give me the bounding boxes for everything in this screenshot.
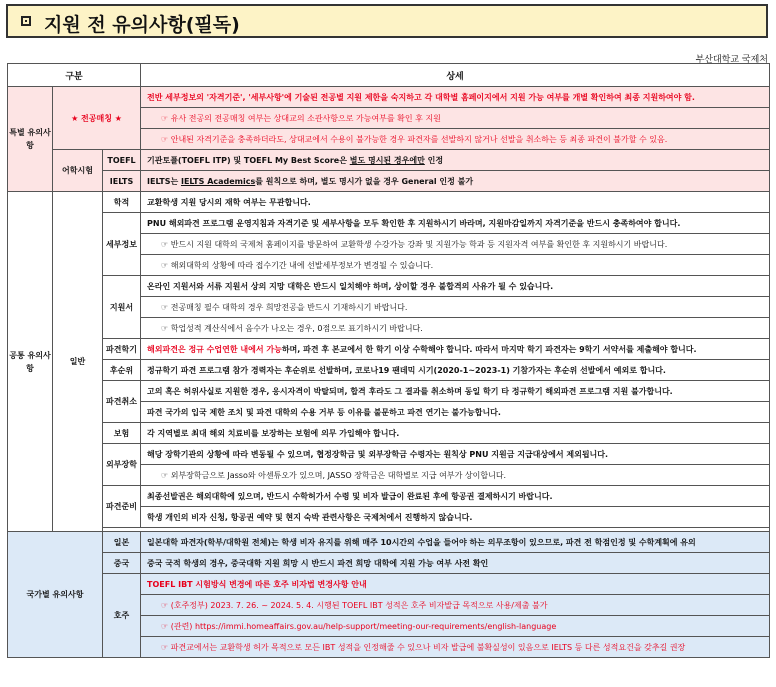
detail-info-label: 세부정보 (103, 213, 141, 276)
low-priority-label: 후순위 (103, 360, 141, 381)
detail-info-text: PNU 해외파견 프로그램 운영지침과 자격기준 및 세부사항을 모두 확인한 후 지원하시기 바라며, 지원마감일까지 자격기준을 반드시 충족하여야 합니다. (141, 213, 770, 234)
academic-status-label: 학적 (103, 192, 141, 213)
table-row (8, 192, 770, 213)
australia-label: 호주 (103, 574, 141, 658)
application-text: 온라인 지원서와 서류 지원서 상의 지망 대학은 반드시 일치해야 하며, 상이할 경우 불합격의 사유가 될 수 있습니다. (141, 276, 770, 297)
ielts-label: IELTS (103, 171, 141, 192)
dispatch-prep-label: 파견준비 (103, 486, 141, 528)
table-row (8, 87, 770, 108)
special-notes-label: 특별 유의사항 (8, 87, 53, 192)
australia-text: TOEFL IBT 시험방식 변경에 따른 호주 비자법 변경사항 안내 (141, 574, 770, 595)
cancellation-text: 파견 국가의 입국 제한 조치 및 파견 대학의 수용 거부 등 이유를 불문하고 파견 연기는 불가능합니다. (141, 402, 770, 423)
title-box (6, 4, 768, 38)
common-notes-label: 공통 유의사항 (8, 192, 53, 532)
australia-link[interactable]: ☞ (관련) https://immi.homeaffairs.gov.au/help-support/meeting-our-requirements/english-language (141, 616, 770, 637)
table-row (8, 213, 770, 234)
academic-status-text: 교환학생 지원 당시의 재학 여부는 무관합니다. (141, 192, 770, 213)
table-row (8, 486, 770, 507)
country-notes-label: 국가별 유의사항 (8, 532, 103, 658)
table-row (8, 339, 770, 360)
ielts-text: IELTS는 IELTS Academics를 원칙으로 하며, 별도 명시가 없을 경우 General 인정 불가 (141, 171, 770, 192)
page-title: 지원 전 유의사항(필독) (44, 14, 240, 36)
japan-text: 일본대학 파견자(학부/대학원 전체)는 학생 비자 유지를 위해 매주 10시간의 수업을 들어야 하는 의무조항이 있으므로, 파견 전 학점인정 및 수학계획에 유의 (141, 532, 770, 553)
detail-info-note: ☞ 반드시 지원 대학의 국제처 홈페이지를 방문하여 교환학생 수강가능 강좌 및 지원가능 학과 등 지원자격 여부를 확인한 후 지원하시기 바랍니다. (141, 234, 770, 255)
china-label: 중국 (103, 553, 141, 574)
major-matching-main: 전반 세부정보의 '자격기준', '세부사항'에 기술된 전공별 지원 제한을 숙지하고 각 대학별 홈페이지에서 지원 가능 여부를 개별 확인하여 최종 지원하여야 함. (141, 87, 770, 108)
insurance-label: 보험 (103, 423, 141, 444)
table-row (8, 532, 770, 553)
square-bullet-icon (21, 16, 31, 26)
external-scholarship-label: 외부장학 (103, 444, 141, 486)
table-row (8, 381, 770, 402)
table-row (8, 360, 770, 381)
table-row (8, 553, 770, 574)
toefl-text: 기관토플(TOEFL ITP) 및 TOEFL My Best Score은 별도 명시된 경우에만 인정 (141, 150, 770, 171)
header-category: 구분 (8, 64, 141, 87)
australia-note: ☞ 파견교에서는 교환학생 허가 목적으로 모든 IBT 성적을 인정해줄 수 있으나 비자 발급에 불확실성이 있음으로 IELTS 등 다른 성적요건을 갖추길 권장 (141, 637, 770, 658)
table-row (8, 171, 770, 192)
dispatch-prep-text: 최종선발권은 해외대학에 있으며, 반드시 수학허가서 수령 및 비자 발급이 완료된 후에 항공권 결제하시기 바랍니다. (141, 486, 770, 507)
major-matching-note: ☞ 유사 전공의 전공매칭 여부는 상대교의 소관사항으로 가능여부를 확인 후 지원 (141, 108, 770, 129)
notice-table (7, 63, 770, 658)
application-note: ☞ 학업성적 계산식에서 음수가 나오는 경우, 0점으로 표기하시기 바랍니다. (141, 318, 770, 339)
china-text: 중국 국적 학생의 경우, 중국대학 지원 희망 시 반드시 파견 희망 대학에 지원 가능 여부 사전 확인 (141, 553, 770, 574)
external-scholarship-note: ☞ 외부장학금으로 Jasso와 아센튜오가 있으며, JASSO 장학금은 대학별로 지급 여부가 상이합니다. (141, 465, 770, 486)
toefl-label: TOEFL (103, 150, 141, 171)
table-row (8, 150, 770, 171)
major-matching-note: ☞ 안내된 자격기준을 충족하더라도, 상대교에서 수용이 불가능한 경우 파견자를 선발하지 않거나 선발을 취소하는 등 최종 파견이 불가할 수 있음. (141, 129, 770, 150)
header-detail: 상세 (141, 64, 770, 87)
japan-label: 일본 (103, 532, 141, 553)
insurance-text: 각 지역별로 최대 해외 치료비를 보장하는 보험에 의무 가입해야 합니다. (141, 423, 770, 444)
australia-note: ☞ (호주정부) 2023. 7. 26. ~ 2024. 5. 4. 시행된 TOEFL IBT 성적은 호주 비자발급 목적으로 사용/제출 불가 (141, 595, 770, 616)
external-scholarship-text: 해당 장학기관의 상황에 따라 변동될 수 있으며, 협정장학금 및 외부장학금 수령자는 원칙상 PNU 지원금 지급대상에서 제외됩니다. (141, 444, 770, 465)
dispatch-term-text: 해외파견은 정규 수업연한 내에서 가능하며, 파견 후 본교에서 한 학기 이상 수학해야 합니다. 따라서 마지막 학기 파견자는 9학기 서약서를 제출해야 합니다. (141, 339, 770, 360)
table-row (8, 423, 770, 444)
cancellation-text: 고의 혹은 허위사실로 지원한 경우, 응시자격이 박탈되며, 합격 후라도 그 결과를 취소하며 동일 학기 타 정규학기 해외파견 프로그램 지원 불가합니다. (141, 381, 770, 402)
general-group-label: 일반 (53, 192, 103, 532)
header-row (8, 64, 770, 87)
table-row (8, 574, 770, 595)
table-row (8, 444, 770, 465)
detail-info-note: ☞ 해외대학의 상황에 따라 접수기간 내에 선발세부정보가 변경될 수 있습니다. (141, 255, 770, 276)
organization-name: 부산대학교 국제처 (695, 55, 768, 65)
dispatch-prep-text: 학생 개인의 비자 신청, 항공권 예약 및 현지 숙박 관련사항은 국제처에서 진행하지 않습니다. (141, 507, 770, 528)
cancellation-label: 파견취소 (103, 381, 141, 423)
table-row (8, 276, 770, 297)
major-matching-label: ★ 전공매칭 ★ (53, 87, 141, 150)
dispatch-term-label: 파견학기 (103, 339, 141, 360)
application-label: 지원서 (103, 276, 141, 339)
low-priority-text: 정규학기 파견 프로그램 참가 경력자는 후순위로 선발하며, 코로나19 팬데믹 시기(2020-1~2023-1) 기참가자는 후순위 선발에서 예외로 합니다. (141, 360, 770, 381)
application-note: ☞ 전공매칭 필수 대학의 경우 희망전공을 반드시 기재하시기 바랍니다. (141, 297, 770, 318)
language-test-label: 어학시험 (53, 150, 103, 192)
